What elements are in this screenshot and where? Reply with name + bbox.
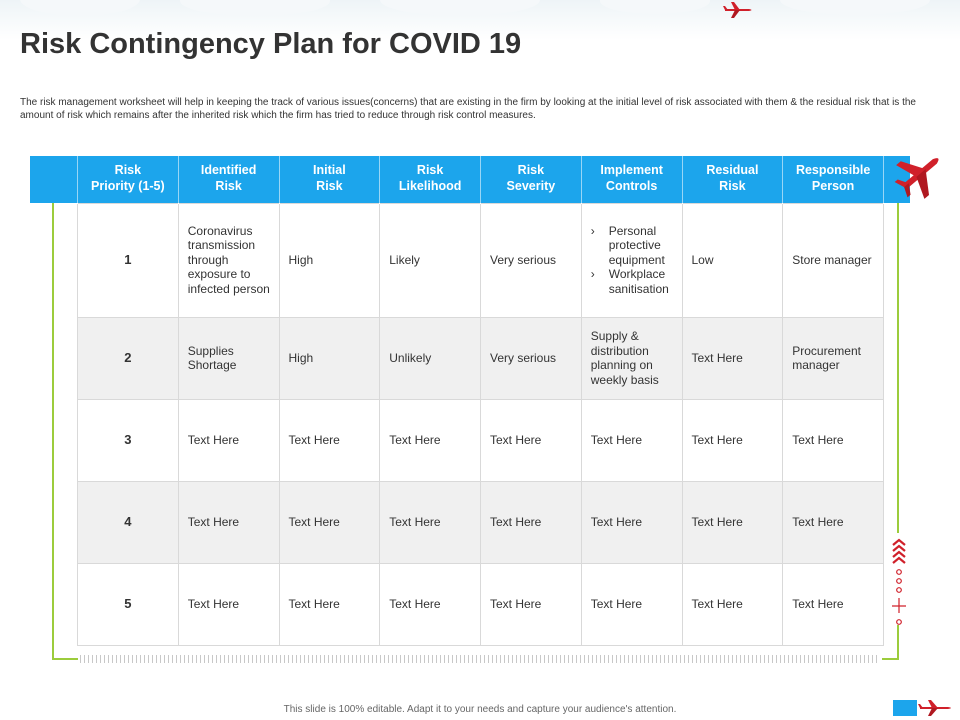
chevron-up-icon xyxy=(893,558,905,563)
frame-left-line xyxy=(52,203,54,660)
header-cell xyxy=(78,153,179,203)
identified-risk-cell: Supplies Shortage xyxy=(178,317,279,399)
header-label: Risk Severity xyxy=(506,162,556,193)
initial-risk-cell: High xyxy=(279,203,380,317)
priority-cell: 3 xyxy=(78,399,179,481)
controls-cell: Supply & distribution planning on weekly basis xyxy=(581,317,682,399)
header-label: Residual Risk xyxy=(706,162,759,193)
header-label: Implement Controls xyxy=(600,162,663,193)
chevron-right-icon: › xyxy=(590,223,595,238)
risk-table xyxy=(77,153,884,646)
severity-cell: Very serious xyxy=(481,317,582,399)
frame-right-line xyxy=(897,203,899,533)
list-item xyxy=(591,224,676,268)
frame-bottom-left-line xyxy=(52,658,78,660)
responsible-person-cell: Store manager xyxy=(783,203,884,317)
priority-cell: 4 xyxy=(78,481,179,563)
initial-risk-cell: High xyxy=(279,317,380,399)
slide-description: The risk management worksheet will help in keeping the track of various issues(concerns) that are existing in the firm by looking at the initial level of risk associated with them & the residual risk that is the amount of risk which remains after the inherited risk which the firm has tried to reduce through risk control measures. xyxy=(20,97,916,121)
residual-risk-cell: Text Here xyxy=(682,399,783,481)
header-label: Responsible Person xyxy=(795,162,871,193)
footer-blue-block xyxy=(893,700,917,716)
severity-cell: Text Here xyxy=(481,481,582,563)
identified-risk-cell: Text Here xyxy=(178,481,279,563)
cloud-shape xyxy=(380,0,540,16)
residual-risk-cell: Text Here xyxy=(682,481,783,563)
header-cell xyxy=(581,153,682,203)
initial-risk-cell: Text Here xyxy=(279,481,380,563)
likelihood-cell: Text Here xyxy=(380,481,481,563)
initial-risk-cell: Text Here xyxy=(279,399,380,481)
residual-risk-cell: Text Here xyxy=(682,317,783,399)
identified-risk-cell: Text Here xyxy=(178,563,279,645)
header-cell xyxy=(279,153,380,203)
responsible-person-cell: Text Here xyxy=(783,563,884,645)
cloud-shape xyxy=(20,0,140,16)
residual-risk-cell: Text Here xyxy=(682,563,783,645)
cloud-shape xyxy=(180,0,330,16)
page-title: Risk Contingency Plan for COVID 19 xyxy=(20,28,522,60)
identified-risk-cell: Text Here xyxy=(178,399,279,481)
airplane-icon xyxy=(723,0,755,20)
cloud-shape xyxy=(600,0,710,14)
likelihood-cell: Unlikely xyxy=(380,317,481,399)
likelihood-cell: Likely xyxy=(380,203,481,317)
control-item-label: Personal protective equipment xyxy=(608,223,665,267)
list-item xyxy=(591,267,676,296)
severity-cell: Very serious xyxy=(481,203,582,317)
header-label: Risk Likelihood xyxy=(398,162,462,193)
crosshair-icon xyxy=(892,598,906,613)
chevron-up-icon xyxy=(893,546,905,551)
table-row xyxy=(78,399,884,481)
initial-risk-cell: Text Here xyxy=(279,563,380,645)
airplane-icon xyxy=(918,698,956,718)
footer-note: This slide is 100% editable. Adapt it to your needs and capture your audience's attention. xyxy=(283,704,677,715)
header-cell xyxy=(682,153,783,203)
responsible-person-cell: Text Here xyxy=(783,481,884,563)
responsible-person-cell: Procurement manager xyxy=(783,317,884,399)
table-row xyxy=(78,203,884,317)
controls-cell xyxy=(581,203,682,317)
likelihood-cell: Text Here xyxy=(380,399,481,481)
header-cell xyxy=(380,153,481,203)
controls-cell: Text Here xyxy=(581,481,682,563)
chevron-up-icon xyxy=(893,552,905,557)
controls-cell: Text Here xyxy=(581,399,682,481)
header-label: Initial Risk xyxy=(313,162,346,193)
controls-cell: Text Here xyxy=(581,563,682,645)
header-cell xyxy=(178,153,279,203)
priority-cell: 1 xyxy=(78,203,179,317)
table-row xyxy=(78,481,884,563)
controls-list xyxy=(591,224,676,297)
tick-strip xyxy=(80,655,880,663)
chevron-up-icon xyxy=(893,540,905,545)
cloud-shape xyxy=(780,0,930,15)
airplane-icon xyxy=(893,143,949,203)
residual-risk-cell: Low xyxy=(682,203,783,317)
priority-cell: 2 xyxy=(78,317,179,399)
header-cell xyxy=(783,153,884,203)
responsible-person-cell: Text Here xyxy=(783,399,884,481)
header-label: Identified Risk xyxy=(200,162,257,193)
side-decoration xyxy=(889,537,909,629)
chevron-right-icon: › xyxy=(590,267,595,282)
frame-right-lower-line xyxy=(897,625,899,660)
header-cell xyxy=(481,153,582,203)
header-label: Risk Priority (1-5) xyxy=(91,162,165,193)
severity-cell: Text Here xyxy=(481,563,582,645)
priority-cell: 5 xyxy=(78,563,179,645)
table-header-row xyxy=(78,153,884,203)
table-row xyxy=(78,563,884,645)
identified-risk-cell: Coronavirus transmission through exposure to infected person xyxy=(178,203,279,317)
severity-cell: Text Here xyxy=(481,399,582,481)
control-item-label: Workplace sanitisation xyxy=(608,267,669,296)
table-row xyxy=(78,317,884,399)
likelihood-cell: Text Here xyxy=(380,563,481,645)
